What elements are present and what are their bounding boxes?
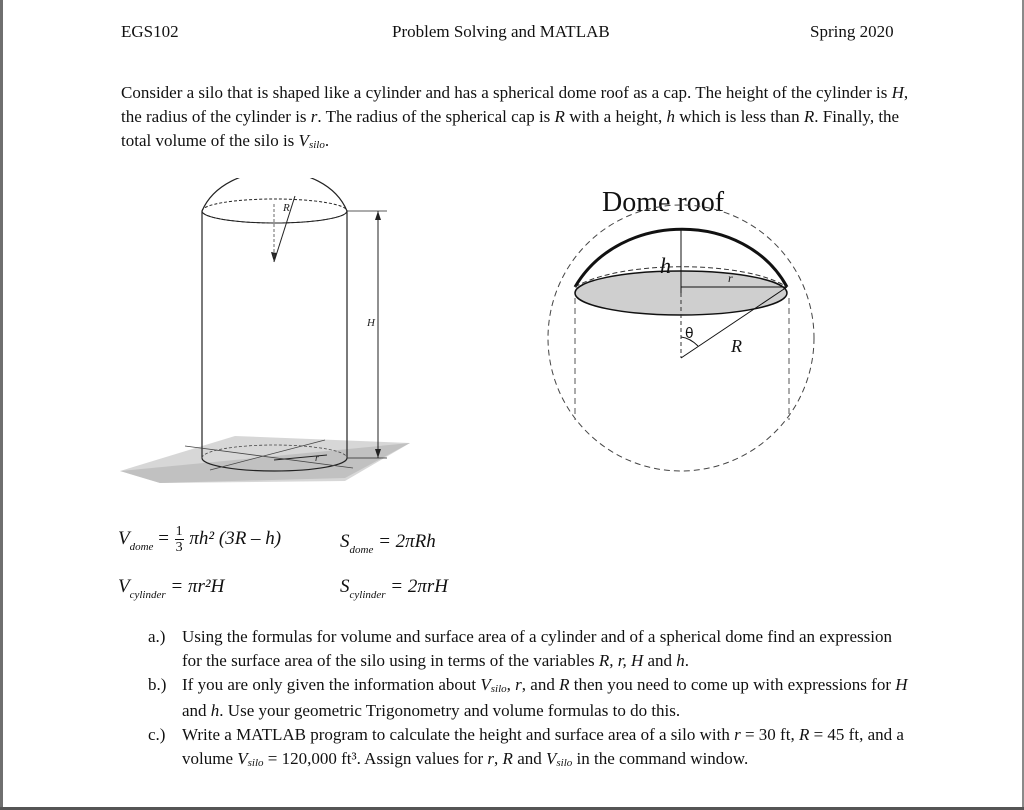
dome-roof-title: Dome roof: [602, 187, 725, 218]
formula-volume-dome: $V_{dome}$ = $\frac{1}{3}$ πh² (3R – h): [118, 524, 282, 555]
silo-cylinder-figure: [115, 178, 415, 498]
label-r-right: r: [728, 271, 733, 285]
formula-block: [118, 518, 538, 608]
dome-roof-figure: [540, 180, 830, 510]
formula-volume-cylinder: $V_{cylinder} = \pi r^2H$: [118, 576, 225, 601]
question-c: c.) Write a MATLAB program to calculate the height and surface area of a silo with r = 30 ft, R = 45 ft, and a volume Vsilo = 120,000 ft³. Assign values for r, R and Vsilo in the command window.: [148, 725, 904, 769]
label-R-right: R: [731, 336, 742, 356]
formula-surface-dome: $S_{dome} = 2\pi Rh$: [340, 531, 436, 556]
fraction-one-third: $\frac{1}{3}$: [175, 524, 183, 555]
label-R-left: R: [283, 202, 290, 214]
term: Spring 2020: [810, 22, 894, 41]
document-title: Problem Solving and MATLAB: [392, 22, 610, 41]
intro-paragraph: Consider a silo that is shaped like a cylinder and has a spherical dome roof as a cap. The height of the cylinder is H, the radius of the cylinder is r. The radius of the spherical cap is R with a height, h which is less than R. Finally, the total volume of the silo is Vsilo.: [121, 83, 909, 151]
question-b: b.) If you are only given the information about Vsilo, r, and R then you need to come up with expressions for H and h. Use your geometric Trigonometry and volume formulas to do this.: [148, 675, 908, 720]
course-code: EGS102: [121, 22, 179, 41]
label-H: H: [367, 317, 375, 329]
label-r-left: r: [315, 453, 319, 464]
formula-surface-cylinder: $S_{cylinder} = 2\pi rH$: [340, 576, 449, 601]
label-h: h: [660, 253, 671, 278]
page-border-left: [0, 0, 3, 810]
dome-outline: [202, 178, 347, 211]
question-list: [148, 625, 908, 773]
label-theta: θ: [685, 326, 694, 342]
question-a: a.) Using the formulas for volume and surface area of a cylinder and of a spherical dome find an expression for the surface area of the silo using in terms of the variables R, r, H and h.: [148, 627, 892, 670]
